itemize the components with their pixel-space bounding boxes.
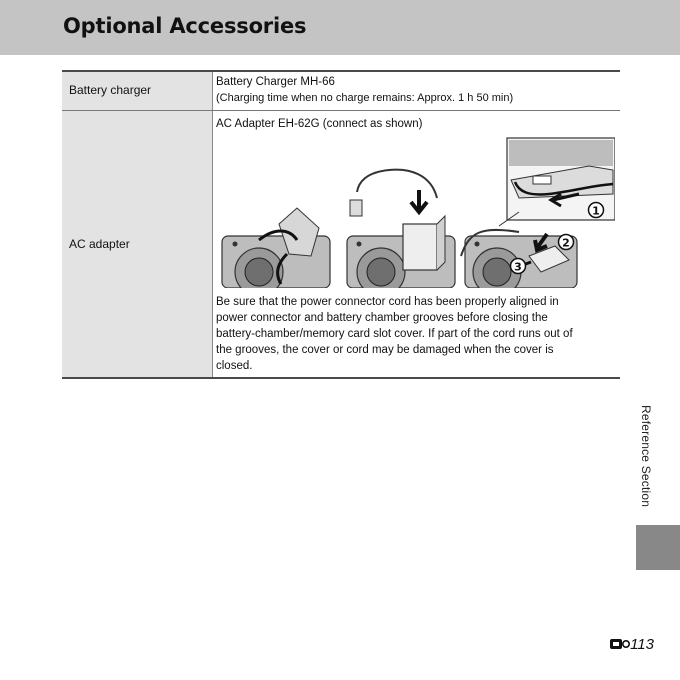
reference-section-icon [610,638,630,650]
note-line-1: Be sure that the power connector cord has been properly aligned in [216,296,559,308]
side-section-tab [636,525,680,570]
note-line-5: closed. [216,360,253,372]
step-marker-2 [559,235,574,250]
page-number [610,636,654,653]
step-marker-3-label: 3 [514,260,522,274]
row-label-ac-adapter: AC adapter [69,237,130,251]
step-marker-3 [511,259,526,274]
step-marker-1-label: 1 [592,204,600,218]
side-section-label: Reference Section [639,405,653,508]
accessories-table [62,70,620,379]
ac-adapter-heading: AC Adapter EH-62G (connect as shown) [216,118,423,130]
ac-adapter-note [216,294,616,374]
ac-adapter-illustration [219,136,615,288]
table-bottom-rule [62,377,620,379]
page-number-value: 113 [630,636,654,653]
battery-charger-time: (Charging time when no charge remains: Approx. 1 h 50 min) [216,92,514,104]
camera-insert-connector-illustration [347,170,455,288]
column-divider [212,72,213,377]
step-marker-1 [589,203,604,218]
row-label-battery-charger: Battery charger [69,83,152,97]
note-line-3: battery-chamber/memory card slot cover. If part of the cord runs out of [216,328,573,340]
page-title: Optional Accessories [63,14,307,38]
battery-charger-model: Battery Charger MH-66 [216,76,335,88]
step-marker-2-label: 2 [562,236,570,250]
label-column [62,72,212,377]
note-line-4: the grooves, the cover or cord may be damaged when the cover is [216,344,554,356]
table-row-rule [62,110,620,111]
note-line-2: power connector and battery chamber grooves before closing the [216,312,548,324]
table-top-rule [62,70,620,72]
camera-open-cover-illustration [222,208,330,288]
